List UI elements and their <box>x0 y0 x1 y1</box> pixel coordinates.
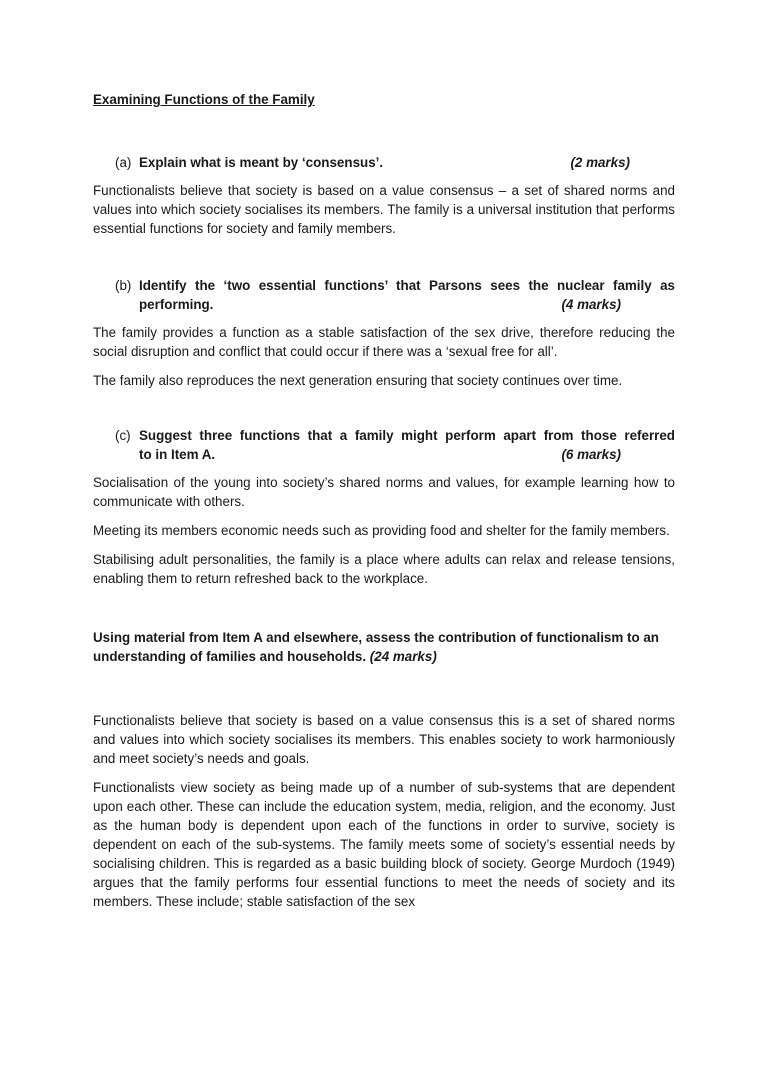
question-text-continued: to in Item A. <box>139 447 216 462</box>
question-text: Suggest three functions that a family might perform apart from those referred <box>139 428 675 443</box>
question-marks: (2 marks) <box>570 155 630 170</box>
answer-paragraph: The family provides a function as a stable satisfaction of the sex drive, therefore reducing the social disruption and conflict that could occur if there was a ‘sexual free for all’. <box>93 325 675 359</box>
answer-paragraph: Stabilising adult personalities, the family is a place where adults can relax and release tensions, enabling them to return refreshed back to the workplace. <box>93 552 675 586</box>
question-text: Explain what is meant by ‘consensus’. <box>139 155 384 170</box>
essay-question-marks: (24 marks) <box>369 649 437 664</box>
essay-question-text: Using material from Item A and elsewhere, assess the contribution of functionalism to an understanding of families and households. <box>93 630 659 664</box>
document-content <box>93 90 675 921</box>
answer-paragraph: Socialisation of the young into society’s shared norms and values, for example learning how to communicate with others. <box>93 475 675 509</box>
question-a <box>93 153 675 172</box>
essay-paragraph: Functionalists believe that society is based on a value consensus this is a set of shared norms and values into which society socialises its members. This enables society to work harmoniously and meet society’s needs and goals. <box>93 713 675 766</box>
question-b <box>93 276 675 314</box>
answer-paragraph: Functionalists believe that society is based on a value consensus – a set of shared norms and values into which society socialises its members. The family is a universal institution that performs essential functions for society and family members. <box>93 183 675 236</box>
essay-question <box>93 628 675 666</box>
question-text-continued: performing. <box>139 297 214 312</box>
question-number: (a) <box>115 155 132 170</box>
question-number: (b) <box>115 278 132 293</box>
question-text: Identify the ‘two essential functions’ that Parsons sees the nuclear family as <box>139 278 675 293</box>
question-marks: (4 marks) <box>561 297 621 312</box>
question-number: (c) <box>115 428 131 443</box>
answer-paragraph: The family also reproduces the next generation ensuring that society continues over time. <box>93 373 623 388</box>
answer-paragraph: Meeting its members economic needs such as providing food and shelter for the family members. <box>93 523 670 538</box>
page-title: Examining Functions of the Family <box>93 92 315 107</box>
essay-paragraph: Functionalists view society as being made up of a number of sub-systems that are dependent upon each other. These can include the education system, media, religion, and the economy. Just as the human body is dependent upon each of the functions in order to survive, society is dependent on each of the sub-systems. The family meets some of society’s essential needs by socialising children. This is regarded as a basic building block of society. George Murdoch (1949) argues that the family performs four essential functions to meet the needs of society and its members. These include; stable satisfaction of the sex <box>93 780 675 909</box>
question-marks: (6 marks) <box>561 447 621 462</box>
question-c <box>93 426 675 464</box>
